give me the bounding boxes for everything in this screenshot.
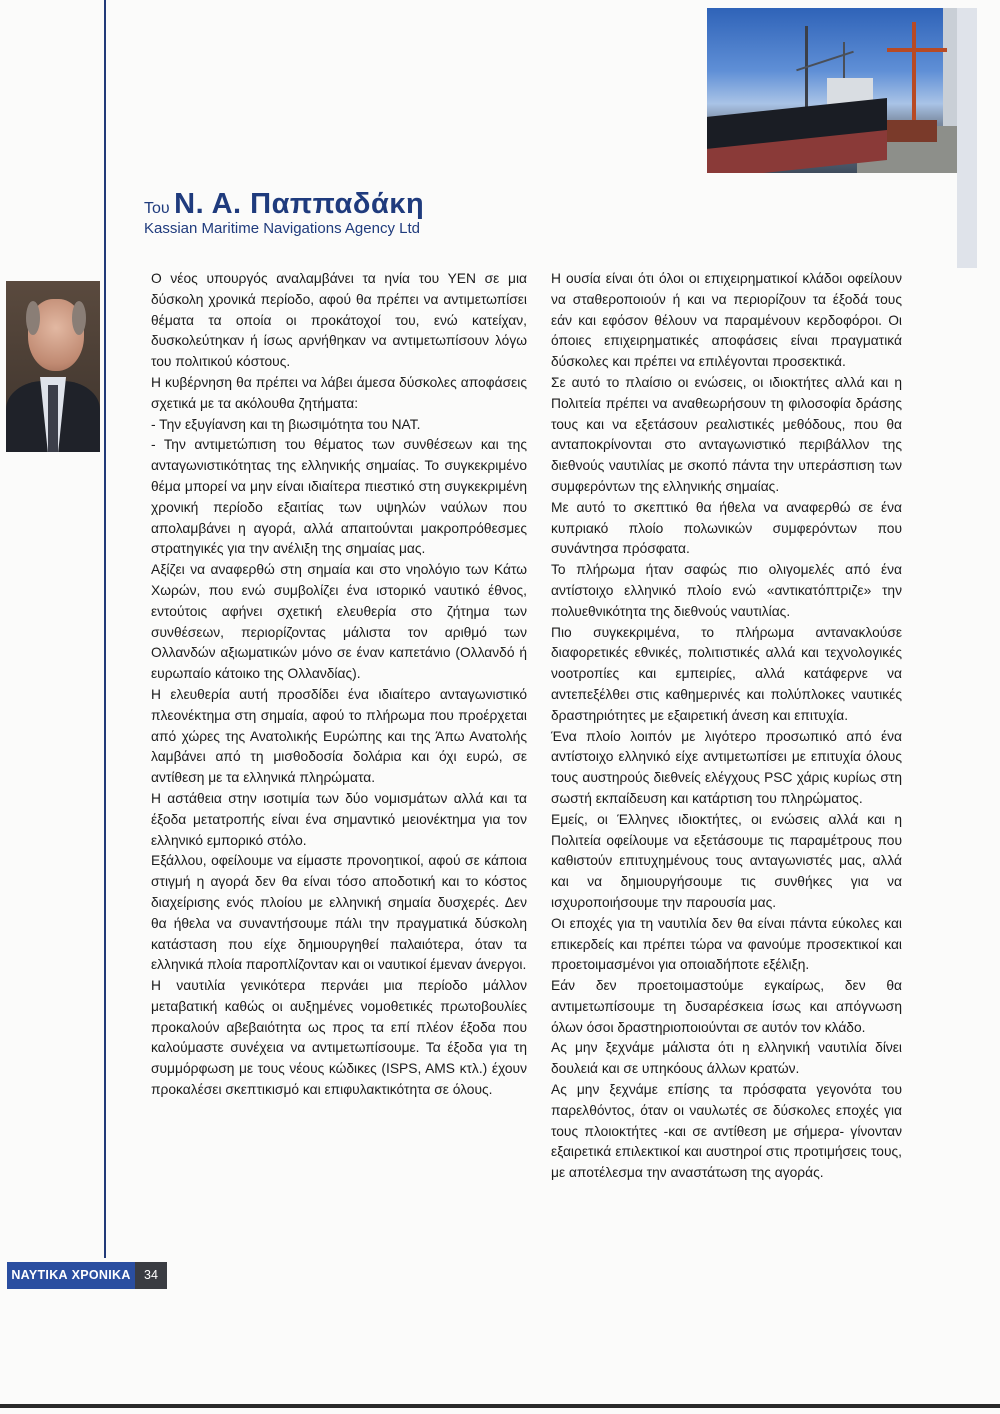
bottom-rule <box>0 1404 1000 1408</box>
author-company: Kassian Maritime Navigations Agency Ltd <box>144 220 420 237</box>
paragraph: Εάν δεν προετοιμαστούμε εγκαίρως, δεν θα αντιμετωπίσουμε τη δυσαρέσκεια ίσως και απόγνωση όλων όσοι δραστηριοποιούνται σε αυτόν τον κλάδο. <box>551 978 902 1035</box>
paragraph: Οι εποχές για τη ναυτιλία δεν θα είναι πάντα εύκολες και επικερδείς και πρέπει τώρα να φανούμε προσεκτικοί και προετοιμασμένοι για οποιαδήποτε εξέλιξη. <box>551 915 902 973</box>
paragraph: Πιο συγκεκριμένα, το πλήρωμα αντανακλούσε διαφορετικές εθνικές, πολιτιστικές αλλά και τεχνολογικές νοοτροπίες και εμπειρίες, αλλά κατάφερνε να αντεπεξέλθει στις καθημερινές και πολύπλοκες ναυτικές δραστηριότητες με εξαιρετική άνεση και επιτυχία. <box>551 624 902 723</box>
paragraph: Η ουσία είναι ότι όλοι οι επιχειρηματικοί κλάδοι οφείλουν να σταθεροποιούν ή και να περιορίζουν τα έξοδά τους εάν και εφόσον θέλουν να παραμένουν κερδοφόροι. Οι όποιες επιχειρηματικές αποφάσεις είναι πραγματικά δύσκολες και πρέπει να επιλέγονται προσεκτικά. <box>551 271 902 370</box>
byline-prefix: Του <box>144 200 170 217</box>
portrait-hair-left <box>26 301 40 335</box>
paragraph: Εμείς, οι Έλληνες ιδιοκτήτες, οι ενώσεις αλλά και η Πολιτεία οφείλουμε να εξετάσουμε τις παραμέτρους που καθιστούν επιτυχημένους τους ανταγωνιστές μας, αλλά και να δημιουργήσουμε τις συνθήκες για να ισχυροποιήσουμε την παρουσία μας. <box>551 811 902 910</box>
paragraph: Το πλήρωμα ήταν σαφώς πιο ολιγομελές από ένα αντίστοιχο ελληνικό πλοίο ενώ «αντικατόπτριζε» την πολυεθνικότητα της διεθνούς ναυτιλίας. <box>551 562 902 619</box>
paragraph: - Την αντιμετώπιση του θέματος των συνθέσεων και της ανταγωνιστικότητας της ελληνικής σημαίας. Το συγκεκριμένο θέμα μπορεί να μην είναι ιδιαίτερα πιεστικό στη συγκεκριμένη χρονική περίοδο εξαιτίας των υψηλών ναύλων που απολαμβάνει η αγορά, αλλά απαιτούνται μακροπρόθεσμες στρατηγικές για την ανέλιξη της σημαίας μας. <box>151 437 527 557</box>
paragraph: Ο νέος υπουργός αναλαμβάνει τα ηνία του ΥΕΝ σε μια δύσκολη χρονικά περίοδο, αφού θα πρέπει να αντιμετωπίσει θέματα τα οποία οι προκάτοχοί του, ενώ κατείχαν, δυσκολεύτηκαν ή ίσως αρνήθηκαν να αντιμετωπίσουν λόγω του πολιτικού κόστους. <box>151 271 527 370</box>
magazine-name-footer: ΝΑΥΤΙΚΑ ΧΡΟΝΙΚΑ <box>7 1262 135 1289</box>
portrait-hair-right <box>72 301 86 335</box>
paragraph: Η ελευθερία αυτή προσδίδει ένα ιδιαίτερο ανταγωνιστικό πλεονέκτημα στη σημαία, αφού το πλήρωμα που προέρχεται από χώρες της Ανατολικής Ευρώπης και της Άπω Ανατολής λαμβάνει από τη μισθοδοσία δολάρια και όχι ευρώ, σε αντίθεση με τα ελληνικά πληρώματα. <box>151 686 527 786</box>
paragraph: Αξίζει να αναφερθώ στη σημαία και στο νηολόγιο των Κάτω Χωρών, που ενώ συμβολίζει ένα ιστορικό ναυτικό έθνος, εντούτοις αφήνει σχετική ελευθερία στο ζήτημα των συνθέσεων, περιορίζοντας μάλιστα τον αριθμό των Ολλανδών αξιωματικών μόνο σε έναν καπετάνιο (Ολλανδό ή ευρωπαίο κάτοικο της Ολλανδίας). <box>151 562 527 682</box>
paragraph: Σε αυτό το πλαίσιο οι ενώσεις, οι ιδιοκτήτες αλλά και η Πολιτεία πρέπει να αναθεωρήσουν τη φιλοσοφία δράσης τους και να εξετάσουν ρεαλιστικές μεθόδους, που θα ανταποκρίνονται στο ανταγωνιστικό περιβάλλον της διεθνούς ναυτιλίας με σκοπό πάντα την υπεράσπιση των συμφερόντων της ελληνικής σημαίας. <box>551 374 902 494</box>
paragraph: Η κυβέρνηση θα πρέπει να λάβει άμεσα δύσκολες αποφάσεις σχετικά με τα ακόλουθα ζητήματα: <box>151 374 527 411</box>
ship-photo-crane-arm <box>887 48 947 52</box>
author-byline <box>144 188 424 221</box>
paragraph: Ας μην ξεχνάμε μάλιστα ότι η ελληνική ναυτιλία δίνει δουλειά και σε υπηκόους άλλων κρατών. <box>551 1040 902 1077</box>
author-name: Ν. Α. Παππαδάκη <box>174 188 425 220</box>
article-column-left <box>151 269 527 1101</box>
page-number: 34 <box>135 1262 167 1289</box>
ship-photo-truck <box>885 120 937 142</box>
author-portrait <box>6 281 100 452</box>
article-column-right <box>551 269 902 1184</box>
side-margin-strip <box>957 8 977 268</box>
paragraph: Εξάλλου, οφείλουμε να είμαστε προνοητικοί, αφού σε κάποια στιγμή η αγορά δεν θα είναι τόσο αποδοτική και το κόστος διαχείρισης ενός πλοίου με ελληνική σημαία δυσχερές. Δεν θα ήθελα να συναντήσουμε πάλι την πραγματικά δύσκολη κατάσταση που είχε δημιουργηθεί παλαιότερα, όταν τα ελληνικά πλοία παροπλίζονταν και οι ναυτικοί έμεναν άνεργοι. <box>151 853 527 973</box>
paragraph: Ένα πλοίο λοιπόν με λιγότερο προσωπικό από ένα αντίστοιχο ελληνικό είχε αντιμετωπίσει με επιτυχία όλους τους αυστηρούς διεθνείς ελέγχους PSC χάρις κυρίως στη σωστή εκπαίδευση και κατάρτιση του πληρώματος. <box>551 728 902 806</box>
paragraph: - Την εξυγίανση και τη βιωσιμότητα του ΝΑΤ. <box>151 416 421 432</box>
portrait-tie <box>48 385 58 452</box>
ship-photo <box>707 8 957 173</box>
paragraph: Η ναυτιλία γενικότερα περνάει μια περίοδο μάλλον μεταβατική καθώς οι αυξημένες νομοθετικές πρωτοβουλίες προκαλούν αβεβαιότητα ως προς τα επί πλέον έξοδα που καλούμαστε συνέχεια να αντιμετωπίσουμε. Τα έξοδα για τη συμμόρφωση με τους νέους κώδικες (ISPS, AMS κτλ.) έχουν προκαλέσει σκεπτικισμό και επιφυλακτικότητα σε όλους. <box>151 978 527 1098</box>
paragraph: Η αστάθεια στην ισοτιμία των δύο νομισμάτων αλλά και τα έξοδα μετατροπής είναι ένα σημαντικό μειονέκτημα για τον ελληνικό εμπορικό στόλο. <box>151 790 527 848</box>
vertical-rule <box>104 0 106 1258</box>
paragraph: Ας μην ξεχνάμε επίσης τα πρόσφατα γεγονότα του παρελθόντος, όταν οι ναυλωτές σε δύσκολες εποχές για τους πλοιοκτήτες -και σε αντίθεση με σήμερα- γίνονταν εξαιρετικά επιλεκτικοί και αυστηροί στις προτιμήσεις τους, με αποτέλεσμα την αναστάτωση της αγοράς. <box>551 1082 902 1181</box>
paragraph: Με αυτό το σκεπτικό θα ήθελα να αναφερθώ σε ένα κυπριακό πλοίο πολωνικών συμφερόντων που συνάντησα πρόσφατα. <box>551 499 902 557</box>
